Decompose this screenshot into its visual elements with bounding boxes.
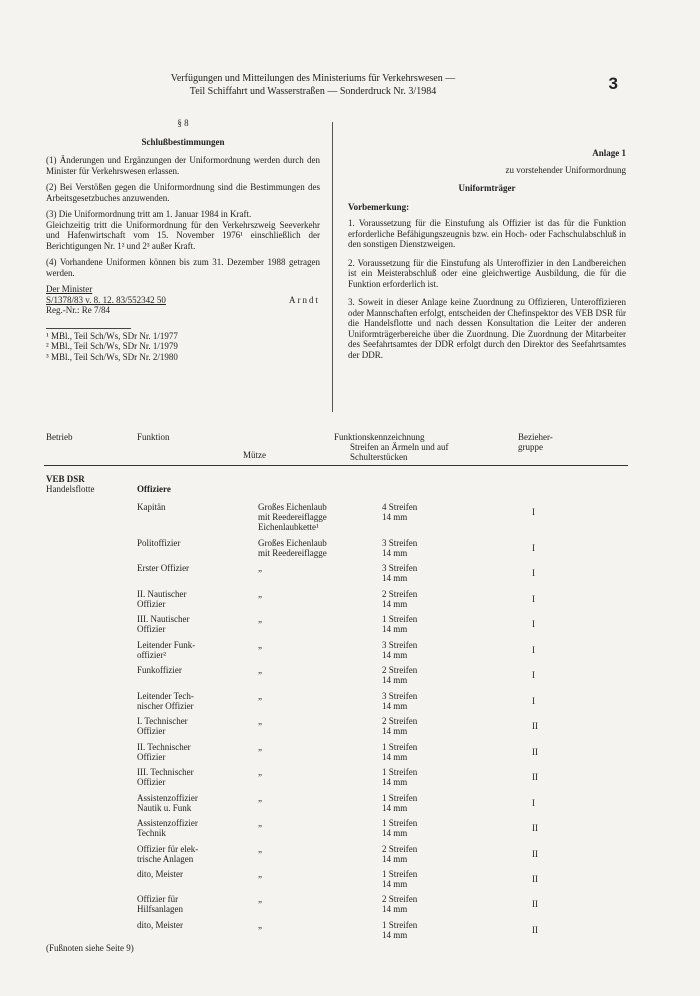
- remark-2: 2. Voraussetzung für die Einstufung als Unteroffizier in den Landbereichen ist ein Meisterabschluß oder eine gleichwertige Ausbildung, die für die Funktion erforderlich ist.: [348, 257, 626, 289]
- row-13-funktion-line-2: trische Anlagen: [137, 854, 194, 864]
- row-13-beziehergruppe: II: [532, 849, 538, 859]
- row-7-funktion-line-1: Leitender Tech-: [137, 691, 194, 701]
- row-3-streifen-breite: 14 mm: [382, 599, 408, 609]
- row-4-streifen-breite: 14 mm: [382, 624, 408, 634]
- anlage-title: Uniformträger: [458, 183, 516, 193]
- row-0-streifen-breite: 14 mm: [382, 512, 408, 522]
- row-16-beziehergruppe: II: [532, 925, 538, 935]
- row-8-funktion-line-1: I. Technischer: [137, 716, 188, 726]
- row-6-beziehergruppe: I: [532, 670, 535, 680]
- col-header-kennzeichnung: Funktionskennzeichnung: [334, 432, 425, 442]
- row-5-muetze-line-1: „: [258, 640, 262, 650]
- row-15-muetze-line-1: „: [258, 894, 262, 904]
- row-4-funktion-line-2: Offizier: [137, 624, 166, 634]
- row-6-streifen: 2 Streifen: [382, 665, 418, 675]
- row-15-streifen: 2 Streifen: [382, 894, 418, 904]
- row-2-muetze-line-1: „: [258, 563, 262, 573]
- right-column: [348, 118, 626, 360]
- row-8-beziehergruppe: II: [532, 721, 538, 731]
- signature-line: [46, 295, 320, 306]
- row-11-streifen: 1 Streifen: [382, 793, 418, 803]
- row-4-streifen: 1 Streifen: [382, 614, 418, 624]
- row-9-funktion-line-1: II. Technischer: [137, 742, 191, 752]
- header-line-2: Teil Schiffahrt und Wasserstraßen — Sonderdruck Nr. 3/1984: [189, 86, 437, 97]
- row-1-muetze-line-2: mit Reedereiflagge: [258, 548, 327, 558]
- row-14-streifen-breite: 14 mm: [382, 879, 408, 889]
- row-9-muetze-line-1: „: [258, 742, 262, 752]
- row-13-muetze-line-1: „: [258, 844, 262, 854]
- row-6-funktion-line-1: Funkoffizier: [137, 665, 182, 675]
- row-6-muetze-line-1: „: [258, 665, 262, 675]
- column-divider: [332, 122, 333, 412]
- paragraph-4: (4) Vorhandene Uniformen können bis zum 31. Dezember 1988 getragen werden.: [46, 257, 320, 278]
- group-heading: Offiziere: [137, 484, 171, 494]
- row-10-funktion-line-2: Offizier: [137, 777, 166, 787]
- section-number: § 8: [177, 118, 189, 128]
- row-3-streifen: 2 Streifen: [382, 589, 418, 599]
- row-8-streifen: 2 Streifen: [382, 716, 418, 726]
- row-11-beziehergruppe: I: [532, 798, 535, 808]
- row-10-funktion-line-1: III. Technischer: [137, 767, 194, 777]
- row-7-funktion-line-2: nischer Offizier: [137, 701, 194, 711]
- paragraph-1: (1) Änderungen und Ergänzungen der Uniformordnung werden durch den Minister für Verkehrswesen erlassen.: [46, 155, 320, 176]
- row-0-beziehergruppe: I: [532, 507, 535, 517]
- row-13-streifen-breite: 14 mm: [382, 854, 408, 864]
- paragraph-3b: Gleichzeitig tritt die Uniformordnung für den Verkehrszweig Seeverkehr und Hafenwirtschaft vom 15. November 1976¹ einschließlich der Berichtigungen Nr. 1² und 2³ außer Kraft.: [46, 219, 320, 251]
- row-5-beziehergruppe: I: [532, 645, 535, 655]
- row-9-beziehergruppe: II: [532, 747, 538, 757]
- row-13-funktion-line-1: Offizier für elek-: [137, 844, 199, 854]
- row-8-muetze-line-1: „: [258, 716, 262, 726]
- col-header-streifen-1: Streifen an Ärmeln und auf: [350, 442, 449, 452]
- row-9-funktion-line-2: Offizier: [137, 752, 166, 762]
- row-5-streifen: 3 Streifen: [382, 640, 418, 650]
- row-1-muetze-line-1: Großes Eichenlaub: [258, 538, 327, 548]
- header-line-1: Verfügungen und Mitteilungen des Ministeriums für Verkehrswesen —: [170, 73, 456, 84]
- signer-name: Arndt: [289, 294, 320, 305]
- row-12-funktion-line-2: Technik: [137, 828, 166, 838]
- row-1-funktion-line-1: Politoffizier: [137, 538, 181, 548]
- left-column: [46, 118, 320, 362]
- col-header-streifen-2: Schulterstücken: [350, 452, 408, 462]
- row-12-muetze-line-1: „: [258, 818, 262, 828]
- row-5-funktion-line-2: offizier²: [137, 650, 167, 660]
- row-11-streifen-breite: 14 mm: [382, 803, 408, 813]
- row-0-muetze-line-3: Eichenlaubkette¹: [258, 522, 319, 532]
- row-12-streifen-breite: 14 mm: [382, 828, 408, 838]
- row-14-beziehergruppe: II: [532, 874, 538, 884]
- paragraph-2: (2) Bei Verstößen gegen die Uniformordnung sind die Bestimmungen des Arbeitsgesetzbuches anzuwenden.: [46, 182, 320, 203]
- row-16-streifen: 1 Streifen: [382, 920, 418, 930]
- row-15-streifen-breite: 14 mm: [382, 904, 408, 914]
- anlage-subtitle: zu vorstehender Uniformordnung: [505, 164, 626, 175]
- row-12-beziehergruppe: II: [532, 823, 538, 833]
- table-header-rule: [44, 465, 628, 466]
- footnote-3: ³ MBl., Teil Sch/Ws, SDr Nr. 2/1980: [46, 351, 178, 362]
- row-11-funktion-line-1: Assistenzoffizier: [137, 793, 198, 803]
- vorbemerkung-label: Vorbemerkung:: [348, 201, 410, 212]
- row-16-streifen-breite: 14 mm: [382, 930, 408, 940]
- file-reference: S/1378/83 v. 8. 12. 83/552342 50: [46, 294, 166, 305]
- row-2-streifen-breite: 14 mm: [382, 573, 408, 583]
- row-3-beziehergruppe: I: [532, 594, 535, 604]
- row-7-beziehergruppe: I: [532, 696, 535, 706]
- row-3-funktion-line-2: Offizier: [137, 599, 166, 609]
- row-9-streifen: 1 Streifen: [382, 742, 418, 752]
- row-7-streifen-breite: 14 mm: [382, 701, 408, 711]
- row-9-streifen-breite: 14 mm: [382, 752, 408, 762]
- row-0-muetze-line-1: Großes Eichenlaub: [258, 502, 327, 512]
- row-16-funktion-line-1: dito, Meister: [137, 920, 183, 930]
- row-7-streifen: 3 Streifen: [382, 691, 418, 701]
- anlage-label: Anlage 1: [592, 148, 626, 158]
- col-header-betrieb: Betrieb: [46, 432, 73, 442]
- row-3-muetze-line-1: „: [258, 589, 262, 599]
- row-1-beziehergruppe: I: [532, 543, 535, 553]
- row-8-streifen-breite: 14 mm: [382, 726, 408, 736]
- row-10-streifen: 1 Streifen: [382, 767, 418, 777]
- row-3-funktion-line-1: II. Nautischer: [137, 589, 187, 599]
- footnote-rule: [46, 328, 131, 329]
- row-0-streifen: 4 Streifen: [382, 502, 418, 512]
- row-2-streifen: 3 Streifen: [382, 563, 418, 573]
- row-14-streifen: 1 Streifen: [382, 869, 418, 879]
- row-8-funktion-line-2: Offizier: [137, 726, 166, 736]
- row-10-streifen-breite: 14 mm: [382, 777, 408, 787]
- row-4-muetze-line-1: „: [258, 614, 262, 624]
- remark-1: 1. Voraussetzung für die Einstufung als Offizier ist das für die Funktion erforderliche Befähigungszeugnis bzw. ein Hoch- oder Fachschulabschluß in den sonstigen Dienstzweigen.: [348, 218, 626, 249]
- footnote-2: ² MBl., Teil Sch/Ws, SDr Nr. 1/1979: [46, 341, 178, 351]
- row-16-muetze-line-1: „: [258, 920, 262, 930]
- page-number: 3: [608, 74, 618, 93]
- row-14-muetze-line-1: „: [258, 869, 262, 879]
- registration-number: Reg.-Nr.: Re 7/84: [46, 305, 110, 315]
- betrieb-sub: Handelsflotte: [46, 484, 95, 494]
- footer-note: (Fußnoten siehe Seite 9): [46, 943, 134, 953]
- row-10-muetze-line-1: „: [258, 767, 262, 777]
- row-1-streifen: 3 Streifen: [382, 538, 418, 548]
- col-header-gruppe-2: gruppe: [518, 442, 543, 452]
- row-12-streifen: 1 Streifen: [382, 818, 418, 828]
- row-5-streifen-breite: 14 mm: [382, 650, 408, 660]
- col-header-gruppe-1: Bezieher-: [518, 432, 553, 442]
- row-0-funktion-line-1: Kapitän: [137, 502, 166, 512]
- row-2-funktion-line-1: Erster Offizier: [137, 563, 190, 573]
- section-title: Schlußbestimmungen: [141, 136, 225, 147]
- row-11-funktion-line-2: Nautik u. Funk: [137, 803, 192, 813]
- row-0-muetze-line-2: mit Reedereiflagge: [258, 512, 327, 522]
- row-4-funktion-line-1: III. Nautischer: [137, 614, 190, 624]
- row-15-funktion-line-1: Offizier für: [137, 894, 179, 904]
- row-6-streifen-breite: 14 mm: [382, 675, 408, 685]
- row-13-streifen: 2 Streifen: [382, 844, 418, 854]
- footnote-1: ¹ MBl., Teil Sch/Ws, SDr Nr. 1/1977: [46, 330, 178, 341]
- paragraph-3a: (3) Die Uniformordnung tritt am 1. Januar 1984 in Kraft.: [46, 209, 252, 219]
- col-header-muetze: Mütze: [243, 450, 266, 460]
- row-15-beziehergruppe: II: [532, 899, 538, 909]
- row-4-beziehergruppe: I: [532, 619, 535, 629]
- row-15-funktion-line-2: Hilfsanlagen: [137, 904, 183, 914]
- row-5-funktion-line-1: Leitender Funk-: [137, 640, 196, 650]
- row-11-muetze-line-1: „: [258, 793, 262, 803]
- row-12-funktion-line-1: Assistenzoffizier: [137, 818, 198, 828]
- row-14-funktion-line-1: dito, Meister: [137, 869, 183, 879]
- signer-title: Der Minister: [46, 284, 93, 294]
- row-2-beziehergruppe: I: [532, 568, 535, 578]
- row-7-muetze-line-1: „: [258, 691, 262, 701]
- page-header: [103, 72, 523, 98]
- row-10-beziehergruppe: II: [532, 772, 538, 782]
- row-1-streifen-breite: 14 mm: [382, 548, 408, 558]
- remark-3: 3. Soweit in dieser Anlage keine Zuordnung zu Offizieren, Unteroffizieren oder Mannschaften erfolgt, entscheiden der Chefinspektor des VEB DSR für die Handelsflotte und nach dessen Konsultation die Leiter der anderen Uniformträgerbereiche über die Zuordnung. Die Zuordnung der Mitarbeiter des Seefahrtsamtes der DDR erfolgt durch den Direktor des Seefahrtsamtes der DDR.: [348, 297, 626, 360]
- col-header-funktion: Funktion: [137, 432, 170, 442]
- betrieb-name: VEB DSR: [46, 474, 85, 484]
